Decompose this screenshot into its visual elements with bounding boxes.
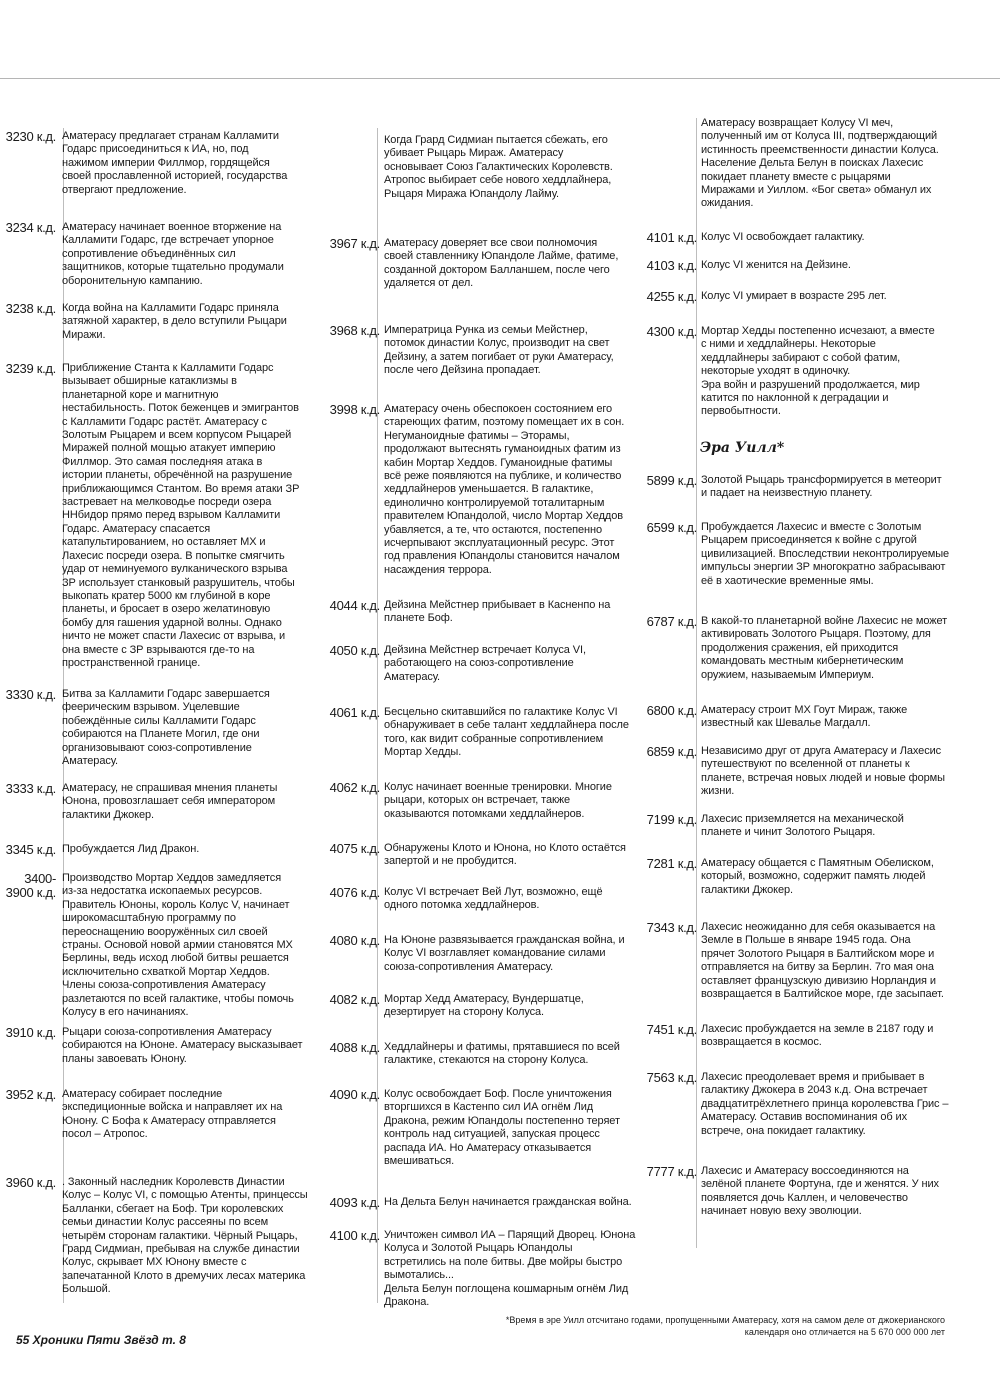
entry-date: 4080 к.д. [329,933,380,948]
entry-text: Лахесис преодолевает время и прибывает в галактику Джокера в 2043 к.д. Она встречает двадцатитрёхлетнего принца королевства Грис – Аматерасу. Оставив воспоминания об их встрече, она покидает галактику. [701,1071,949,1137]
entry-date: 4076 к.д. [329,885,380,900]
entry-date: 4050 к.д. [329,643,380,658]
footnote: *Время в эре Уилл отсчитано годами, пропущенными Аматерасу, хотя на самом деле от джокерианского календаря оно отличается на 5 670 000 000 лет [505,1315,945,1337]
entry-date: 3400- 3900 к.д. [5,871,56,900]
entry-date: 4082 к.д. [329,992,380,1007]
entry-text: Когда война на Калламити Годарс приняла затяжной характер, в дело вступили Рыцари Миражи. [62,302,287,341]
entry-text: Рыцари союза-сопротивления Аматерасу собираются на Юноне. Аматерасу высказывает планы завоевать Юнону. [62,1026,303,1065]
entry-text: Пробуждается Лахесис и вместе с Золотым Рыцарем присоединяется к войне с другой цивилизацией. Впоследствии неконтролируемые импульсы энергии ЗР многократно забрасывают её в хаотические временные ямы. [701,521,950,587]
entry-text: Колус освобождает Боф. После уничтожения вторгшихся в Кастенпо сил ИА огнём Лид Дракона, режим Юпандолы постепенно теряет контроль над ситуацией, запуская процесс распада ИА. Но Аматерасу отказывается вмешиваться. [384,1088,620,1168]
entry-date: 3333 к.д. [5,781,56,796]
entry-date: 3330 к.д. [5,687,56,702]
entry-date: 4093 к.д. [329,1195,380,1210]
entry-text: Императрица Рунка из семьи Мейстнер, потомок династии Колус, производит на свет Дейзину, а затем погибает от руки Аматерасу, после чего Дейзина пропадает. [384,324,614,377]
entry-date: 3238 к.д. [5,301,56,316]
entry-date: 5899 к.д. [646,473,697,488]
entry-date: 6599 к.д. [646,520,697,535]
entry-text: В какой-то планетарной войне Лахесис не может активировать Золотого Рыцаря. Поэтому, для продолжения сражения, ей приходится командовать местным кибернетическим оружием, называемым Империум. [701,615,948,681]
entry-date: 3239 к.д. [5,361,56,376]
entry-date: 4062 к.д. [329,780,380,795]
entry-date: 3952 к.д. [5,1087,56,1102]
entry-text: Аматерасу, не спрашивая мнения планеты Юнона, провозглашает себя императором галактики Джокер. [62,782,278,821]
entry-text: Золотой Рыцарь трансформируется в метеорит и падает на неизвестную планету. [701,474,942,500]
entry-text: Бесцельно скитавшийся по галактике Колус VI обнаруживает в себе талант хеддлайнера после того, как видит собранные сопротивлением Мортар Хедды. [384,706,629,759]
entry-text: Когда Грард Сидмиан пытается сбежать, его убивает Рыцарь Мираж. Аматерасу основывает Союз Галактических Королевств. Атропос выбирает себе нового хеддлайнера, Рыцаря Миража Юпандолу Лайму. [384,134,613,200]
entry-text: Лахесис приземляется на механической планете и чинит Золотого Рыцаря. [701,813,904,839]
entry-text: Уничтожен символ ИА – Парящий Дворец. Юнона Колуса и Золотой Рыцарь Юпандолы встретились на поле битвы. Две мойры быстро вымотались... Дельта Белун поглощена кошмарным огнём Лид Дракона. [384,1229,636,1309]
entry-text: Аматерасу начинает военное вторжение на Калламити Годарс, где встречает упорное сопротивление объединённых сил защитников, которые тщательно продумали оборонительную кампанию. [62,221,284,287]
entry-text: Колус VI встречает Вей Лут, возможно, ещё одного потомка хеддлайнеров. [384,886,603,912]
entry-date: 7343 к.д. [646,920,697,935]
entry-date: 7451 к.д. [646,1022,697,1037]
entry-date: 3960 к.д. [5,1175,56,1190]
entry-date: 6787 к.д. [646,614,697,629]
entry-text: Аматерасу строит МХ Гоут Мираж, также известный как Шевалье Магдалл. [701,704,908,730]
entry-date: 3968 к.д. [329,323,380,338]
entry-date: 3234 к.д. [5,220,56,235]
top-rule [0,78,1000,79]
entry-text: Колус VI освобождает галактику. [701,231,865,243]
entry-text: Независимо друг от друга Аматерасу и Лахесис путешествуют по вселенной от планеты к планете, встречая новых людей и новые формы жизни. [701,745,945,798]
entry-text: . Законный наследник Королевств Династии Колус – Колус VI, с помощью Атенты, принцессы Балланки, сбегает на Боф. Три королевских семьи династии Колус рассеяны по всем четырём сторонам галактики. Чёрный Рыцарь, Грард Сидмиан, пребывая на службе династии Колус, скрывает МХ Юнону вместе с запечатанной Клото в дремучих лесах материка Большой. [62,1176,308,1296]
entry-date: 7563 к.д. [646,1070,697,1085]
entry-date: 4100 к.д. [329,1228,380,1243]
entry-date: 3230 к.д. [5,129,56,144]
entry-text: Аматерасу очень обеспокоен состоянием его стареющих фатим, поэтому помещает их в сон. Негуманоидные фатимы – Эторамы, продолжают вытеснять гуманоидных фатим из кабин Мортар Хеддов. Гуманоидные фатимы всё реже появляются на публике, и количество хеддлайнеров уменьшается. В галактике, единолично контролируемой тоталитарным правителем Юпандолой, число Мортар Хеддов убавляется, а те, что остаются, постепенно исчерпывают эксплуатационный ресурс. Этот год правления Юпандолы становится началом насаждения террора. [384,403,625,576]
entry-date: 3967 к.д. [329,236,380,251]
entry-text: Хеддлайнеры и фатимы, прятавшиеся по всей галактике, стекаются на сторону Колуса. [384,1041,620,1067]
entry-text: Мортар Хедды постепенно исчезают, а вместе с ними и хеддлайнеры. Некоторые хеддлайнеры забирают с собой фатим, некоторые уходят в одиночку. Эра войн и разрушений продолжается, мир катится по наклонной к деградации и первобытности. [701,325,935,418]
entry-date: 4255 к.д. [646,289,697,304]
entry-text: Аматерасу доверяет все свои полномочия своей ставленнику Юпандоле Лайме, фатиме, созданной доктором Балланшем, после чего удаляется от дел. [384,237,619,290]
entry-text: Мортар Хедд Аматерасу, Вундершатце, дезертирует на сторону Колуса. [384,993,584,1019]
entry-text: Аматерасу собирает последние экспедиционные войска и направляет их на Юнону. С Бофа к Аматерасу отправляется посол – Атропос. [62,1088,283,1141]
entry-text: Аматерасу предлагает странам Калламити Годарс присоединиться к ИА, но, под нажимом империи Филлмор, гордящейся своей прославленной историей, государства отвергают предложение. [62,130,288,196]
entry-text: Аматерасу возвращает Колусу VI меч, полученный им от Колуса III, подтверждающий истинность преемственности династии Колуса. Население Дельта Белун в поисках Лахесис покидает планету вместе с рыцарями Миражами и Уиллом. «Бог света» обманул их ожидания. [701,117,939,210]
entry-date: 4075 к.д. [329,841,380,856]
entry-date: 7777 к.д. [646,1164,697,1179]
entry-date: 4088 к.д. [329,1040,380,1055]
entry-date: 3910 к.д. [5,1025,56,1040]
entry-text: Лахесис и Аматерасу воссоединяются на зелёной планете Фортуна, где и женятся. У них появляется дочь Каллен, и человечество начинает новую веху эволюции. [701,1165,939,1218]
entry-date: 7281 к.д. [646,856,697,871]
entry-text: Колус VI умирает в возрасте 295 лет. [701,290,887,302]
entry-date: 4101 к.д. [646,230,697,245]
entry-date: 3998 к.д. [329,402,380,417]
entry-text: Производство Мортар Хеддов замедляется из-за недостатка ископаемых ресурсов. Правитель Юноны, король Колус V, начинает широкомасштабную программу по переоснащению вооружённых сил своей страны. Основой новой армии становятся МХ Берлины, ведь исход любой битвы решается исключительно схваткой Мортар Хеддов. Члены союза-сопротивления Аматерасу разлетаются по всей галактике, чтобы помочь Колусу в его начинаниях. [62,872,294,1019]
entry-text: Колус начинает военные тренировки. Многие рыцари, которых он встречает, также оказываются потомками хеддлайнеров. [384,781,612,820]
page-footer: 55 Хроники Пяти Звёзд т. 8 [16,1333,186,1347]
entry-date: 4090 к.д. [329,1087,380,1102]
entry-text: Битва за Калламити Годарс завершается феерическим взрывом. Уцелевшие побеждённые силы Калламити Годарс собираются на Планете Могил, где они организовывают союз-сопротивление Аматерасу. [62,688,270,768]
entry-text: Приближение Станта к Калламити Годарс вызывает обширные катаклизмы в планетарной коре и магнитную нестабильность. Поток беженцев и эмигрантов с Калламити Годарс растёт. Аматерасу с Золотым Рыцарем и всем корпусом Рыцарей Миражей полной мощью атакует империю Филлмор. Это самая последняя атака в истории планеты, обречённой на разрушение приближающимся Стантом. Во время атаки ЗР застревает на мелководье посреди озера ННбидор прямо перед взрывом Калламити Годарс. Аматерасу спасается катапультированием, но оставляет МХ и Лахесис посреди озера. В попытке смягчить удар от неминуемого вулканического взрыва ЗР использует станковый разрушитель, чтобы выкопать кратер 5000 км глубиной в коре планеты, и бросает в озеро желатиновую бомбу для гашения ударной волны. Однако ничто не может спасти Лахесис от взрыва, и она вместе с ЗР взрываются где-то на пространственной границе. [62,362,300,669]
entry-text: Лахесис неожиданно для себя оказывается на Земле в Польше в январе 1945 года. Она прячет Золотого Рыцаря в Балтийском море и отправляется на битву за Берлин. 7го мая она оставляет французскую дивизию Норландия и возвращается в Балтийское море, где засыпает. [701,921,944,1001]
entry-text: Дейзина Мейстнер прибывает в Касненпо на планете Боф. [384,599,611,625]
entry-text: Колус VI женится на Дейзине. [701,259,851,271]
entry-date: 4044 к.д. [329,598,380,613]
entry-date: 4103 к.д. [646,258,697,273]
entry-date: 6800 к.д. [646,703,697,718]
entry-date: 4061 к.д. [329,705,380,720]
entry-text: Пробуждается Лид Дракон. [62,843,200,855]
entry-text: Дейзина Мейстнер встречает Колуса VI, работающего на союз-сопротивление Аматерасу. [384,644,586,683]
entry-text: Аматерасу общается с Памятным Обелиском, который, возможно, содержит память людей галактики Джокер. [701,857,934,896]
era-heading: Эра Уилл* [700,440,785,456]
entry-date: 3345 к.д. [5,842,56,857]
entry-date: 6859 к.д. [646,744,697,759]
entry-text: Обнаружены Клото и Юнона, но Клото остаётся запертой и не пробудится. [384,842,626,868]
entry-text: Лахесис пробуждается на земле в 2187 году и возвращается в космос. [701,1023,934,1049]
entry-date: 7199 к.д. [646,812,697,827]
entry-text: На Юноне развязывается гражданская война, и Колус VI возглавляет командование силами союза-сопротивления Аматерасу. [384,934,625,973]
entry-date: 4300 к.д. [646,324,697,339]
entry-text: На Дельта Белун начинается гражданская война. [384,1196,632,1208]
